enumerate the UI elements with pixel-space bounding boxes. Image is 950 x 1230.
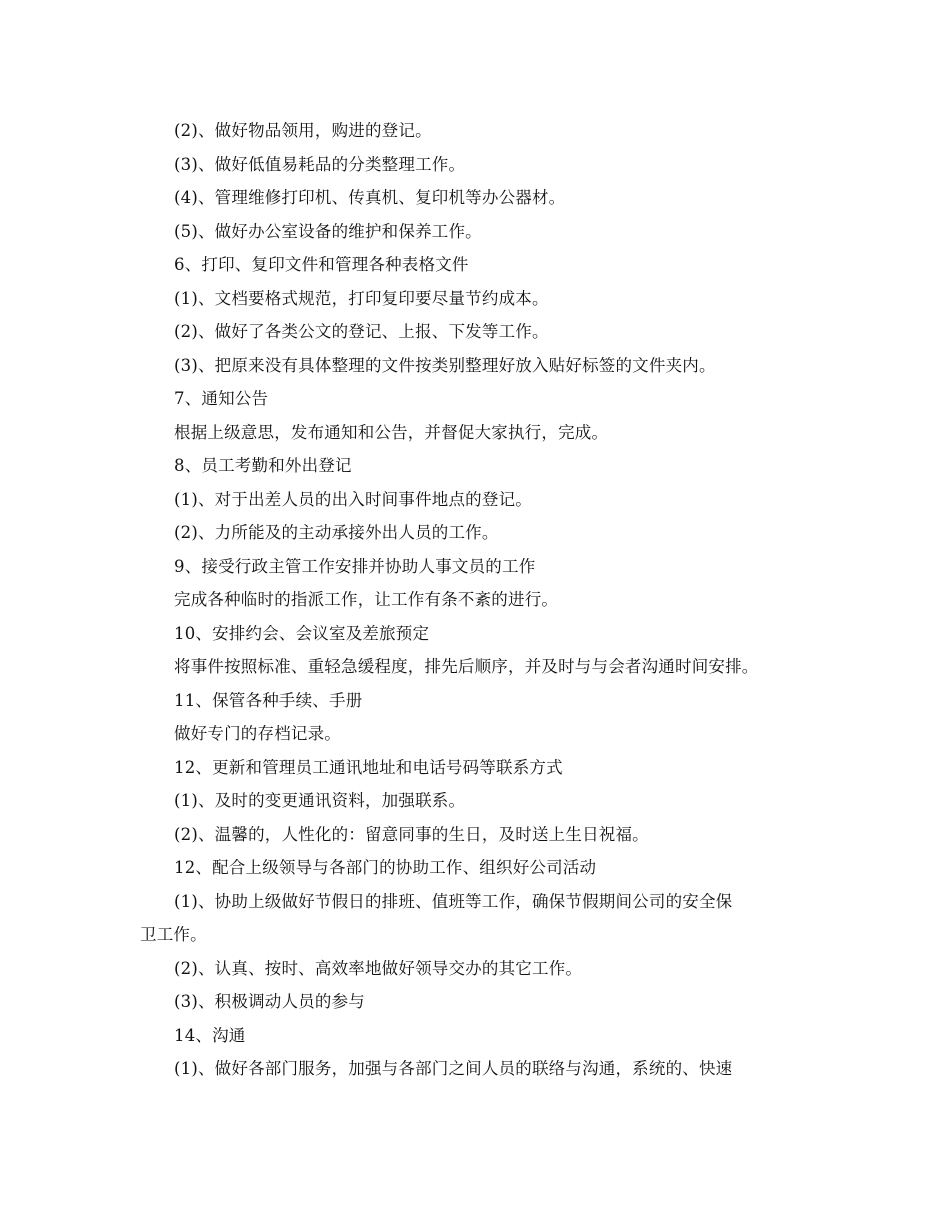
list-item: (3)、积极调动人员的参与: [174, 992, 365, 1011]
section-heading: 6、打印、复印文件和管理各种表格文件: [174, 255, 469, 274]
list-item: (2)、温馨的，人性化的：留意同事的生日，及时送上生日祝福。: [174, 824, 649, 844]
list-item: (3)、做好低值易耗品的分类整理工作。: [174, 154, 466, 174]
paragraph: 将事件按照标准、重轻急缓程度，排先后顺序，并及时与与会者沟通时间安排。: [174, 657, 759, 676]
section-heading: 8、员工考勤和外出登记: [174, 456, 352, 475]
list-item: (1)、文档要格式规范，打印复印要尽量节约成本。: [174, 288, 549, 308]
document-body: [140, 114, 820, 1086]
section-heading: 7、通知公告: [174, 389, 269, 408]
section-heading: 9、接受行政主管工作安排并协助人事文员的工作: [174, 556, 536, 576]
paragraph: 完成各种临时的指派工作，让工作有条不紊的进行。: [174, 590, 559, 609]
list-item: (3)、把原来没有具体整理的文件按类别整理好放入贴好标签的文件夹内。: [174, 355, 716, 375]
list-item-continuation: 卫工作。: [140, 925, 207, 944]
list-item: (1)、协助上级做好节假日的排班、值班等工作，确保节假期间公司的安全保: [174, 891, 733, 911]
section-heading: 11、保管各种手续、手册: [174, 690, 363, 710]
section-heading: 14、沟通: [174, 1025, 246, 1045]
list-item: (5)、做好办公室设备的维护和保养工作。: [174, 221, 482, 241]
section-heading: 12、更新和管理员工通讯地址和电话号码等联系方式: [174, 757, 563, 777]
list-item: (2)、做好了各类公文的登记、上报、下发等工作。: [174, 322, 549, 341]
list-item: (1)、及时的变更通讯资料，加强联系。: [174, 791, 466, 810]
paragraph: 做好专门的存档记录。: [174, 724, 341, 743]
list-item: (4)、管理维修打印机、传真机、复印机等办公器材。: [174, 188, 566, 207]
list-item: (2)、认真、按时、高效率地做好领导交办的其它工作。: [174, 958, 583, 978]
list-item: (2)、力所能及的主动承接外出人员的工作。: [174, 523, 499, 542]
list-item: (2)、做好物品领用，购进的登记。: [174, 121, 432, 140]
section-heading: 12、配合上级领导与各部门的协助工作、组织好公司活动: [174, 858, 597, 877]
list-item: (1)、做好各部门服务，加强与各部门之间人员的联络与沟通，系统的、快速: [174, 1059, 733, 1078]
section-heading: 10、安排约会、会议室及差旅预定: [174, 623, 430, 643]
list-item: (1)、对于出差人员的出入时间事件地点的登记。: [174, 489, 532, 509]
paragraph: 根据上级意思，发布通知和公告，并督促大家执行，完成。: [174, 422, 609, 442]
